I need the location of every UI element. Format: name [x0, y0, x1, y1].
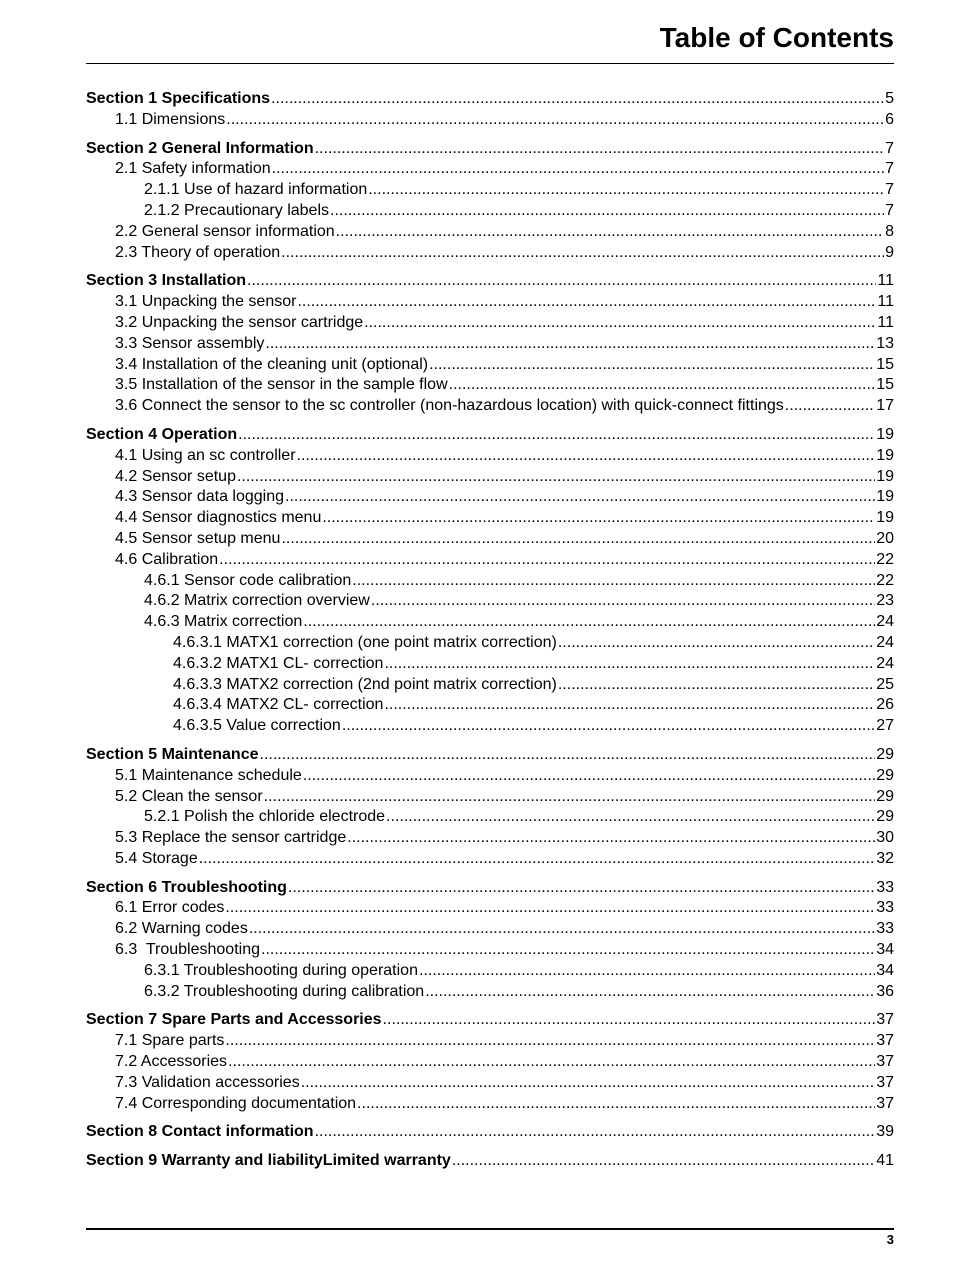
toc-dot-leader — [264, 787, 876, 808]
header-rule — [86, 63, 894, 64]
toc-dot-leader — [260, 745, 876, 766]
toc-entry-label: 4.4 Sensor diagnostics menu — [115, 509, 322, 527]
toc-subsection-entry[interactable] — [86, 508, 894, 529]
toc-page-number: 39 — [876, 1123, 894, 1141]
toc-page-number: 7 — [885, 201, 894, 219]
toc-page-number: 11 — [877, 293, 894, 311]
toc-page-number: 22 — [876, 571, 894, 589]
toc-page-number: 29 — [876, 808, 894, 826]
toc-entry-label: 2.1.2 Precautionary labels — [144, 201, 329, 219]
toc-entry-label: 2.3 Theory of operation — [115, 243, 281, 261]
toc-page-number: 7 — [885, 181, 894, 199]
toc-page-number: 7 — [885, 160, 894, 178]
toc-dot-leader — [247, 271, 876, 292]
toc-entry-label: 4.5 Sensor setup menu — [115, 529, 281, 547]
toc-subsection-entry[interactable] — [86, 313, 894, 334]
page-number: 3 — [886, 1232, 894, 1247]
toc-dot-leader — [429, 355, 875, 376]
toc-dot-leader — [558, 633, 875, 654]
toc-dot-leader — [452, 1151, 875, 1172]
toc-entry-label: Section 1 Specifications — [86, 90, 271, 107]
toc-subsection-entry[interactable] — [86, 961, 894, 982]
toc-page-number: 29 — [876, 787, 894, 805]
toc-page-number: 36 — [876, 982, 894, 1000]
toc-subsection-entry[interactable] — [86, 467, 894, 488]
toc-subsection-entry[interactable] — [86, 849, 894, 870]
toc-subsection-entry[interactable] — [86, 898, 894, 919]
toc-page-number: 11 — [877, 313, 894, 331]
toc-subsection-entry[interactable] — [86, 675, 894, 696]
toc-page-number: 8 — [885, 222, 894, 240]
toc-dot-leader — [271, 89, 884, 110]
toc-dot-leader — [288, 878, 875, 899]
toc-dot-leader — [225, 1031, 875, 1052]
toc-entry-label: 4.6.3.2 MATX1 CL- correction — [173, 654, 384, 672]
toc-dot-leader — [272, 159, 884, 180]
toc-dot-leader — [226, 110, 884, 131]
toc-subsection-entry[interactable] — [86, 571, 894, 592]
toc-entry-label: Section 2 General Information — [86, 139, 314, 157]
toc-subsection-entry[interactable] — [86, 716, 894, 737]
toc-entry-label: 7.1 Spare parts — [115, 1032, 225, 1050]
toc-page-number: 34 — [876, 961, 894, 979]
toc-entry-label: 5.2.1 Polish the chloride electrode — [144, 808, 386, 826]
toc-dot-leader — [352, 571, 875, 592]
toc-entry-label: 5.1 Maintenance schedule — [115, 766, 302, 784]
toc-dot-leader — [558, 675, 875, 696]
toc-subsection-entry[interactable] — [86, 919, 894, 940]
toc-page-number: 20 — [876, 529, 894, 547]
toc-page-number: 37 — [876, 1011, 894, 1029]
toc-page-number: 19 — [876, 488, 894, 506]
toc-section-entry[interactable] — [86, 1122, 894, 1143]
toc-page-number: 7 — [885, 139, 894, 157]
toc-section-group — [86, 139, 894, 264]
toc-section-entry[interactable] — [86, 1151, 894, 1172]
toc-dot-leader — [225, 898, 875, 919]
toc-dot-leader — [449, 375, 876, 396]
toc-entry-label: 2.1 Safety information — [115, 160, 271, 178]
toc-entry-label: 3.2 Unpacking the sensor cartridge — [115, 313, 364, 331]
toc-entry-label: 6.3.1 Troubleshooting during operation — [144, 961, 418, 979]
toc-page-number: 37 — [876, 1053, 894, 1071]
toc-entry-label: 2.2 General sensor information — [115, 222, 335, 240]
toc-dot-leader — [228, 1052, 875, 1073]
toc-dot-leader — [237, 467, 875, 488]
toc-dot-leader — [261, 940, 875, 961]
toc-dot-leader — [336, 222, 884, 243]
toc-subsection-entry[interactable] — [86, 982, 894, 1003]
toc-section-group — [86, 745, 894, 870]
toc-page-number: 19 — [876, 425, 894, 443]
toc-entry-label: 3.3 Sensor assembly — [115, 334, 265, 352]
toc-subsection-entry[interactable] — [86, 787, 894, 808]
toc-dot-leader — [368, 180, 884, 201]
toc-subsection-entry[interactable] — [86, 695, 894, 716]
toc-dot-leader — [383, 1010, 876, 1031]
toc-entry-label: 4.6.3 Matrix correction — [144, 613, 303, 631]
toc-entry-label: 4.6.3.4 MATX2 CL- correction — [173, 696, 384, 714]
toc-page-number: 24 — [876, 633, 894, 651]
toc-page-number: 19 — [876, 446, 894, 464]
toc-entry-label: Section 4 Operation — [86, 425, 238, 443]
toc-page-number: 24 — [876, 613, 894, 631]
toc-dot-leader — [249, 919, 875, 940]
toc-entry-label: 4.6.3.1 MATX1 correction (one point matrix correction) — [173, 633, 557, 651]
toc-subsection-entry[interactable] — [86, 180, 894, 201]
toc-subsection-entry[interactable] — [86, 612, 894, 633]
toc-page-number: 32 — [876, 849, 894, 867]
toc-entry-label: 3.4 Installation of the cleaning unit (optional) — [115, 355, 429, 373]
toc-subsection-entry[interactable] — [86, 396, 894, 417]
toc-entry-label: Section 7 Spare Parts and Accessories — [86, 1011, 382, 1029]
toc-dot-leader — [303, 612, 875, 633]
toc-subsection-entry[interactable] — [86, 243, 894, 264]
toc-entry-label: 5.2 Clean the sensor — [115, 787, 263, 805]
toc-section-entry[interactable] — [86, 1010, 894, 1031]
toc-subsection-entry[interactable] — [86, 591, 894, 612]
toc-section-group — [86, 1010, 894, 1114]
toc-section-entry[interactable] — [86, 89, 894, 110]
toc-page-number: 15 — [876, 376, 894, 394]
toc-dot-leader — [297, 446, 876, 467]
toc-entry-label: 4.6.3.5 Value correction — [173, 717, 341, 735]
toc-dot-leader — [347, 828, 875, 849]
toc-subsection-entry[interactable] — [86, 292, 894, 313]
toc-page-number: 25 — [876, 675, 894, 693]
toc-page-number: 26 — [876, 696, 894, 714]
toc-dot-leader — [297, 292, 876, 313]
toc-section-entry[interactable] — [86, 745, 894, 766]
toc-subsection-entry[interactable] — [86, 159, 894, 180]
toc-page-number: 13 — [876, 334, 894, 352]
toc-page-number: 37 — [876, 1073, 894, 1091]
footer-rule — [86, 1228, 894, 1230]
toc-subsection-entry[interactable] — [86, 446, 894, 467]
toc-dot-leader — [301, 1073, 876, 1094]
toc-entry-label: 6.1 Error codes — [115, 899, 225, 917]
toc-dot-leader — [330, 201, 884, 222]
toc-section-group — [86, 878, 894, 1003]
toc-section-entry[interactable] — [86, 139, 894, 160]
toc-entry-label: 2.1.1 Use of hazard information — [144, 181, 368, 199]
toc-subsection-entry[interactable] — [86, 355, 894, 376]
toc-section-group — [86, 425, 894, 737]
toc-entry-label: 3.6 Connect the sensor to the sc controller (non-hazardous location) with quick-connect fittings — [115, 397, 784, 415]
toc-entry-label: Section 3 Installation — [86, 272, 247, 290]
toc-dot-leader — [322, 508, 875, 529]
toc-dot-leader — [219, 550, 875, 571]
toc-subsection-entry[interactable] — [86, 1052, 894, 1073]
toc-page-number: 19 — [876, 467, 894, 485]
toc-subsection-entry[interactable] — [86, 550, 894, 571]
toc-dot-leader — [425, 982, 875, 1003]
toc-page-number: 24 — [876, 654, 894, 672]
toc-dot-leader — [785, 396, 875, 417]
toc-dot-leader — [303, 766, 875, 787]
toc-page-number: 33 — [876, 899, 894, 917]
toc-page-number: 41 — [876, 1152, 894, 1170]
toc-dot-leader — [285, 487, 875, 508]
toc-subsection-entry[interactable] — [86, 828, 894, 849]
toc-page-number: 29 — [876, 766, 894, 784]
toc-page-number: 23 — [876, 592, 894, 610]
toc-dot-leader — [199, 849, 875, 870]
toc-dot-leader — [419, 961, 875, 982]
toc-entry-label: 4.6.2 Matrix correction overview — [144, 592, 370, 610]
toc-dot-leader — [315, 139, 884, 160]
toc-entry-label: 3.5 Installation of the sensor in the sample flow — [115, 376, 448, 394]
toc-dot-leader — [357, 1094, 875, 1115]
toc-subsection-entry[interactable] — [86, 375, 894, 396]
toc-entry-label: 7.4 Corresponding documentation — [115, 1094, 357, 1112]
toc-page-number: 17 — [876, 397, 894, 415]
toc-entry-label: Section 5 Maintenance — [86, 745, 259, 763]
toc-page-number: 29 — [876, 745, 894, 763]
toc-section-group — [86, 1122, 894, 1143]
toc-entry-label: 4.6 Calibration — [115, 550, 219, 568]
toc-dot-leader — [238, 425, 875, 446]
toc-entry-label: Section 6 Troubleshooting — [86, 878, 287, 896]
toc-entry-label: 6.2 Warning codes — [115, 920, 248, 938]
toc-entry-label: 5.4 Storage — [115, 849, 198, 867]
toc-dot-leader — [265, 334, 875, 355]
toc-subsection-entry[interactable] — [86, 807, 894, 828]
toc-subsection-entry[interactable] — [86, 633, 894, 654]
toc-page-number: 15 — [876, 355, 894, 373]
toc-page-number: 37 — [876, 1094, 894, 1112]
toc-subsection-entry[interactable] — [86, 201, 894, 222]
toc-page-number: 30 — [876, 829, 894, 847]
toc-page-number: 27 — [876, 717, 894, 735]
toc-subsection-entry[interactable] — [86, 654, 894, 675]
toc-entry-label: 6.3.2 Troubleshooting during calibration — [144, 982, 425, 1000]
table-of-contents — [86, 89, 894, 1180]
toc-section-entry[interactable] — [86, 425, 894, 446]
page-title: Table of Contents — [659, 22, 894, 53]
toc-page-number: 11 — [877, 272, 894, 290]
toc-entry-label: 4.3 Sensor data logging — [115, 488, 285, 506]
toc-subsection-entry[interactable] — [86, 1073, 894, 1094]
toc-section-group — [86, 271, 894, 417]
toc-subsection-entry[interactable] — [86, 222, 894, 243]
toc-dot-leader — [384, 695, 875, 716]
toc-page-number: 5 — [885, 90, 894, 107]
toc-page-number: 33 — [876, 920, 894, 938]
toc-subsection-entry[interactable] — [86, 110, 894, 131]
toc-page-number: 22 — [876, 550, 894, 568]
toc-subsection-entry[interactable] — [86, 1031, 894, 1052]
toc-dot-leader — [364, 313, 876, 334]
toc-page-number: 34 — [876, 941, 894, 959]
toc-page-number: 6 — [885, 110, 894, 128]
toc-entry-label: 6.3 Troubleshooting — [115, 941, 260, 959]
toc-dot-leader — [384, 654, 875, 675]
toc-page-number: 37 — [876, 1032, 894, 1050]
toc-dot-leader — [371, 591, 875, 612]
toc-subsection-entry[interactable] — [86, 487, 894, 508]
toc-subsection-entry[interactable] — [86, 940, 894, 961]
toc-dot-leader — [315, 1122, 876, 1143]
toc-subsection-entry[interactable] — [86, 766, 894, 787]
toc-entry-label: 7.2 Accessories — [115, 1053, 228, 1071]
toc-page-number: 9 — [885, 243, 894, 261]
toc-section-group — [86, 89, 894, 131]
toc-subsection-entry[interactable] — [86, 334, 894, 355]
toc-entry-label: Section 8 Contact information — [86, 1123, 314, 1141]
toc-entry-label: 3.1 Unpacking the sensor — [115, 293, 297, 311]
toc-subsection-entry[interactable] — [86, 1094, 894, 1115]
toc-section-group — [86, 1151, 894, 1172]
toc-subsection-entry[interactable] — [86, 529, 894, 550]
toc-dot-leader — [281, 529, 875, 550]
toc-entry-label: 1.1 Dimensions — [115, 110, 226, 128]
toc-page-number: 33 — [876, 878, 894, 896]
toc-dot-leader — [342, 716, 875, 737]
toc-page-number: 19 — [876, 509, 894, 527]
toc-section-entry[interactable] — [86, 878, 894, 899]
toc-entry-label: 5.3 Replace the sensor cartridge — [115, 829, 347, 847]
toc-entry-label: 4.1 Using an sc controller — [115, 446, 296, 464]
toc-entry-label: 4.2 Sensor setup — [115, 467, 236, 485]
toc-dot-leader — [386, 807, 875, 828]
toc-entry-label: 7.3 Validation accessories — [115, 1073, 300, 1091]
toc-section-entry[interactable] — [86, 271, 894, 292]
toc-entry-label: 4.6.1 Sensor code calibration — [144, 571, 352, 589]
toc-entry-label: Section 9 Warranty and liabilityLimited warranty — [86, 1152, 451, 1170]
toc-dot-leader — [281, 243, 884, 264]
toc-entry-label: 4.6.3.3 MATX2 correction (2nd point matrix correction) — [173, 675, 557, 693]
